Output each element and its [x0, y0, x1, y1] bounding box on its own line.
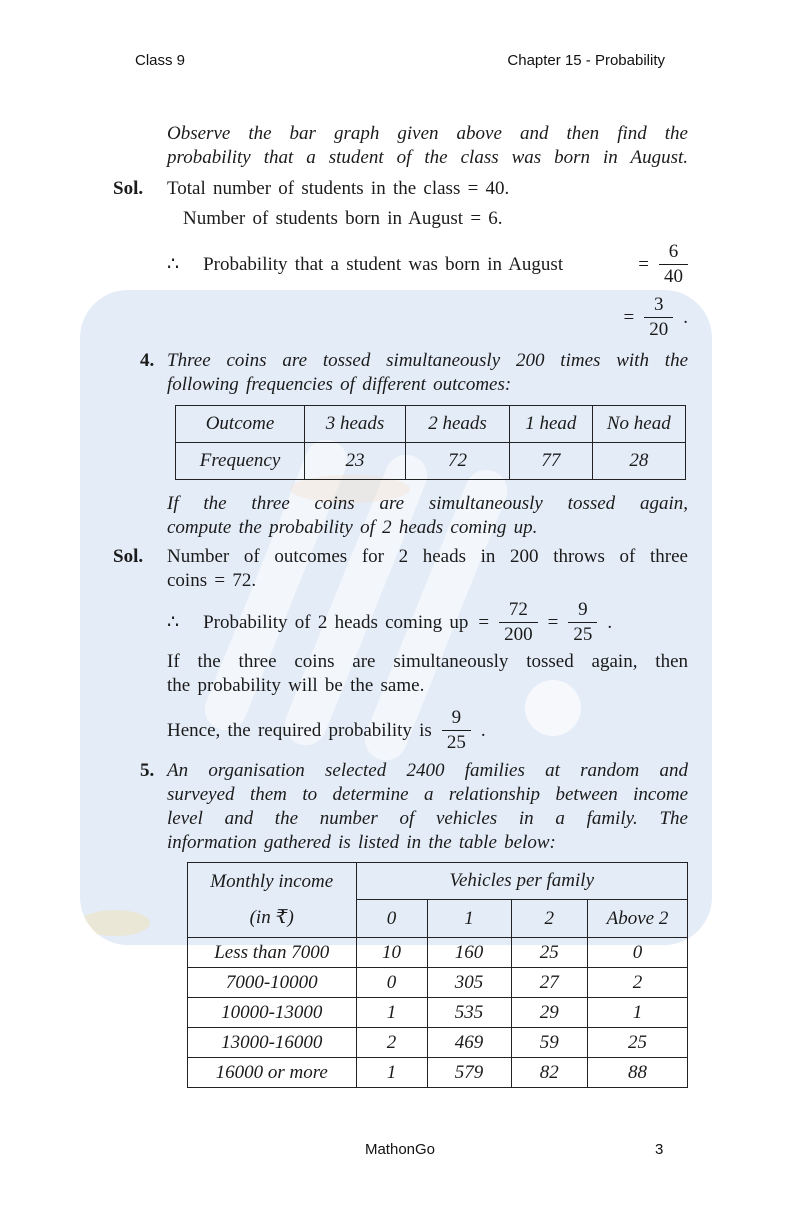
solution-line: Total number of students in the class = 40. [167, 178, 510, 199]
table-cell: 10 [356, 938, 427, 968]
question-line: compute the probability of 2 heads coming up. [167, 517, 538, 538]
equals-sign: = [623, 306, 635, 328]
table-header-cell: 2 heads [405, 406, 509, 443]
outcome-frequency-table [175, 405, 686, 480]
solution-line: Number of outcomes for 2 heads in 200 throws of three [167, 546, 688, 567]
page-content [113, 110, 688, 1088]
table-cell: 88 [588, 1058, 688, 1088]
fraction-9-25: $\frac{9}{25}$ [568, 599, 597, 646]
solution-line: Number of students born in August = 6. [183, 208, 503, 229]
table-cell: 160 [427, 938, 511, 968]
solution-3 [113, 177, 688, 201]
header-class-label: Class 9 [135, 52, 186, 69]
sol-label: Sol. [113, 178, 144, 199]
period: . [683, 306, 688, 328]
table-cell: 1 [588, 998, 688, 1028]
equals-sign: = [547, 611, 559, 633]
solution-line: If the three coins are simultaneously tossed again, then [167, 651, 688, 672]
table-row [188, 998, 688, 1028]
in-rupees-label: (in ₹) [249, 907, 294, 928]
table-header-cell: 0 [356, 900, 427, 938]
table-cell: 25 [511, 938, 588, 968]
table-header-cell: 1 [427, 900, 511, 938]
therefore-symbol: ∴ [167, 612, 180, 633]
probability-equation-2-heads [113, 599, 688, 646]
table-cell: 29 [511, 998, 588, 1028]
question-line: Observe the bar graph given above and then find the [167, 123, 688, 144]
question-line: probability that a student of the class was born in August. [167, 147, 688, 168]
table-cell: 72 [405, 443, 509, 480]
question-line: surveyed them to determine a relationship between income [167, 784, 688, 805]
hence-text: Hence, the required probability is [167, 719, 432, 741]
table-header-cell: Outcome [176, 406, 305, 443]
question-5-text [113, 759, 688, 855]
table-cell: 23 [305, 443, 406, 480]
question-line: If the three coins are simultaneously tossed again, [167, 493, 688, 514]
table-cell: 82 [511, 1058, 588, 1088]
table-cell: 13000-16000 [188, 1028, 357, 1058]
page-header [135, 52, 665, 69]
page-footer [0, 1141, 800, 1158]
table-header-cell: 3 heads [305, 406, 406, 443]
table-row [188, 938, 688, 968]
period: . [607, 611, 613, 633]
therefore-symbol: ∴ [167, 254, 180, 275]
question-number: 5. [140, 760, 155, 781]
probability-result-august [113, 294, 688, 341]
hence-body [167, 707, 486, 754]
table-cell: 305 [427, 968, 511, 998]
table-cell: 27 [511, 968, 588, 998]
table-row [188, 863, 688, 900]
table-header-cell: 2 [511, 900, 588, 938]
table-cell: 77 [510, 443, 593, 480]
table-cell: 1 [356, 1058, 427, 1088]
fraction-72-200: $\frac{72}{200}$ [499, 599, 538, 646]
equation-text: Probability that a student was born in August [203, 253, 564, 275]
solution-line: the probability will be the same. [167, 675, 425, 696]
table-header-cell: Above 2 [588, 900, 688, 938]
solution-3-line2 [113, 207, 688, 231]
header-chapter-label: Chapter 15 - Probability [507, 52, 665, 69]
table-cell: 1 [356, 998, 427, 1028]
table-cell: 579 [427, 1058, 511, 1088]
income-vehicles-table [187, 862, 688, 1088]
table-cell: 7000-10000 [188, 968, 357, 998]
sol-label: Sol. [113, 546, 144, 567]
equals-sign: = [478, 611, 490, 633]
solution-4-note [113, 650, 688, 698]
table-cell: 2 [588, 968, 688, 998]
footer-brand: MathonGo [364, 1141, 436, 1158]
question-line: An organisation selected 2400 families at random and [167, 760, 688, 781]
fraction-6-40: $\frac{6}{40}$ [659, 241, 688, 288]
equation-body [203, 599, 612, 646]
monthly-income-label: Monthly income [210, 871, 334, 892]
table-cell: 10000-13000 [188, 998, 357, 1028]
question-4-text-2 [113, 492, 688, 540]
fraction-9-25: $\frac{9}{25}$ [442, 707, 471, 754]
table-cell: 0 [588, 938, 688, 968]
table-header-cell: No head [592, 406, 685, 443]
table-cell: 0 [356, 968, 427, 998]
table-cell: 25 [588, 1028, 688, 1058]
equation-text: Probability of 2 heads coming up [203, 611, 469, 633]
equals-sign: = [638, 253, 649, 275]
fraction-3-20: $\frac{3}{20}$ [644, 294, 673, 341]
question-number: 4. [140, 350, 155, 371]
question-line: level and the number of vehicles in a family. The [167, 808, 688, 829]
table-row [176, 443, 686, 480]
table-header-cell: 1 head [510, 406, 593, 443]
period: . [480, 719, 486, 741]
question-line: Three coins are tossed simultaneously 200 times with the [167, 350, 688, 371]
table-cell: 28 [592, 443, 685, 480]
table-header-cell-monthly-income [188, 863, 357, 938]
question-4-text [113, 349, 688, 397]
table-cell: 469 [427, 1028, 511, 1058]
question-line: following frequencies of different outcomes: [167, 374, 512, 395]
table-cell: Frequency [176, 443, 305, 480]
equation-rhs [638, 241, 688, 288]
table-cell: 535 [427, 998, 511, 1028]
question-line: information gathered is listed in the table below: [167, 832, 556, 853]
solution-4 [113, 545, 688, 593]
table-cell: 16000 or more [188, 1058, 357, 1088]
probability-equation-august [113, 241, 688, 288]
table-row [188, 1058, 688, 1088]
table-row [176, 406, 686, 443]
page-number: 3 [655, 1141, 664, 1158]
hence-statement [113, 707, 688, 754]
solution-line: coins = 72. [167, 570, 257, 591]
table-row [188, 1028, 688, 1058]
table-cell: Less than 7000 [188, 938, 357, 968]
question-3-text [113, 122, 688, 170]
table-cell: 2 [356, 1028, 427, 1058]
table-row [188, 968, 688, 998]
table-cell: 59 [511, 1028, 588, 1058]
table-header-cell-vehicles: Vehicles per family [356, 863, 688, 900]
